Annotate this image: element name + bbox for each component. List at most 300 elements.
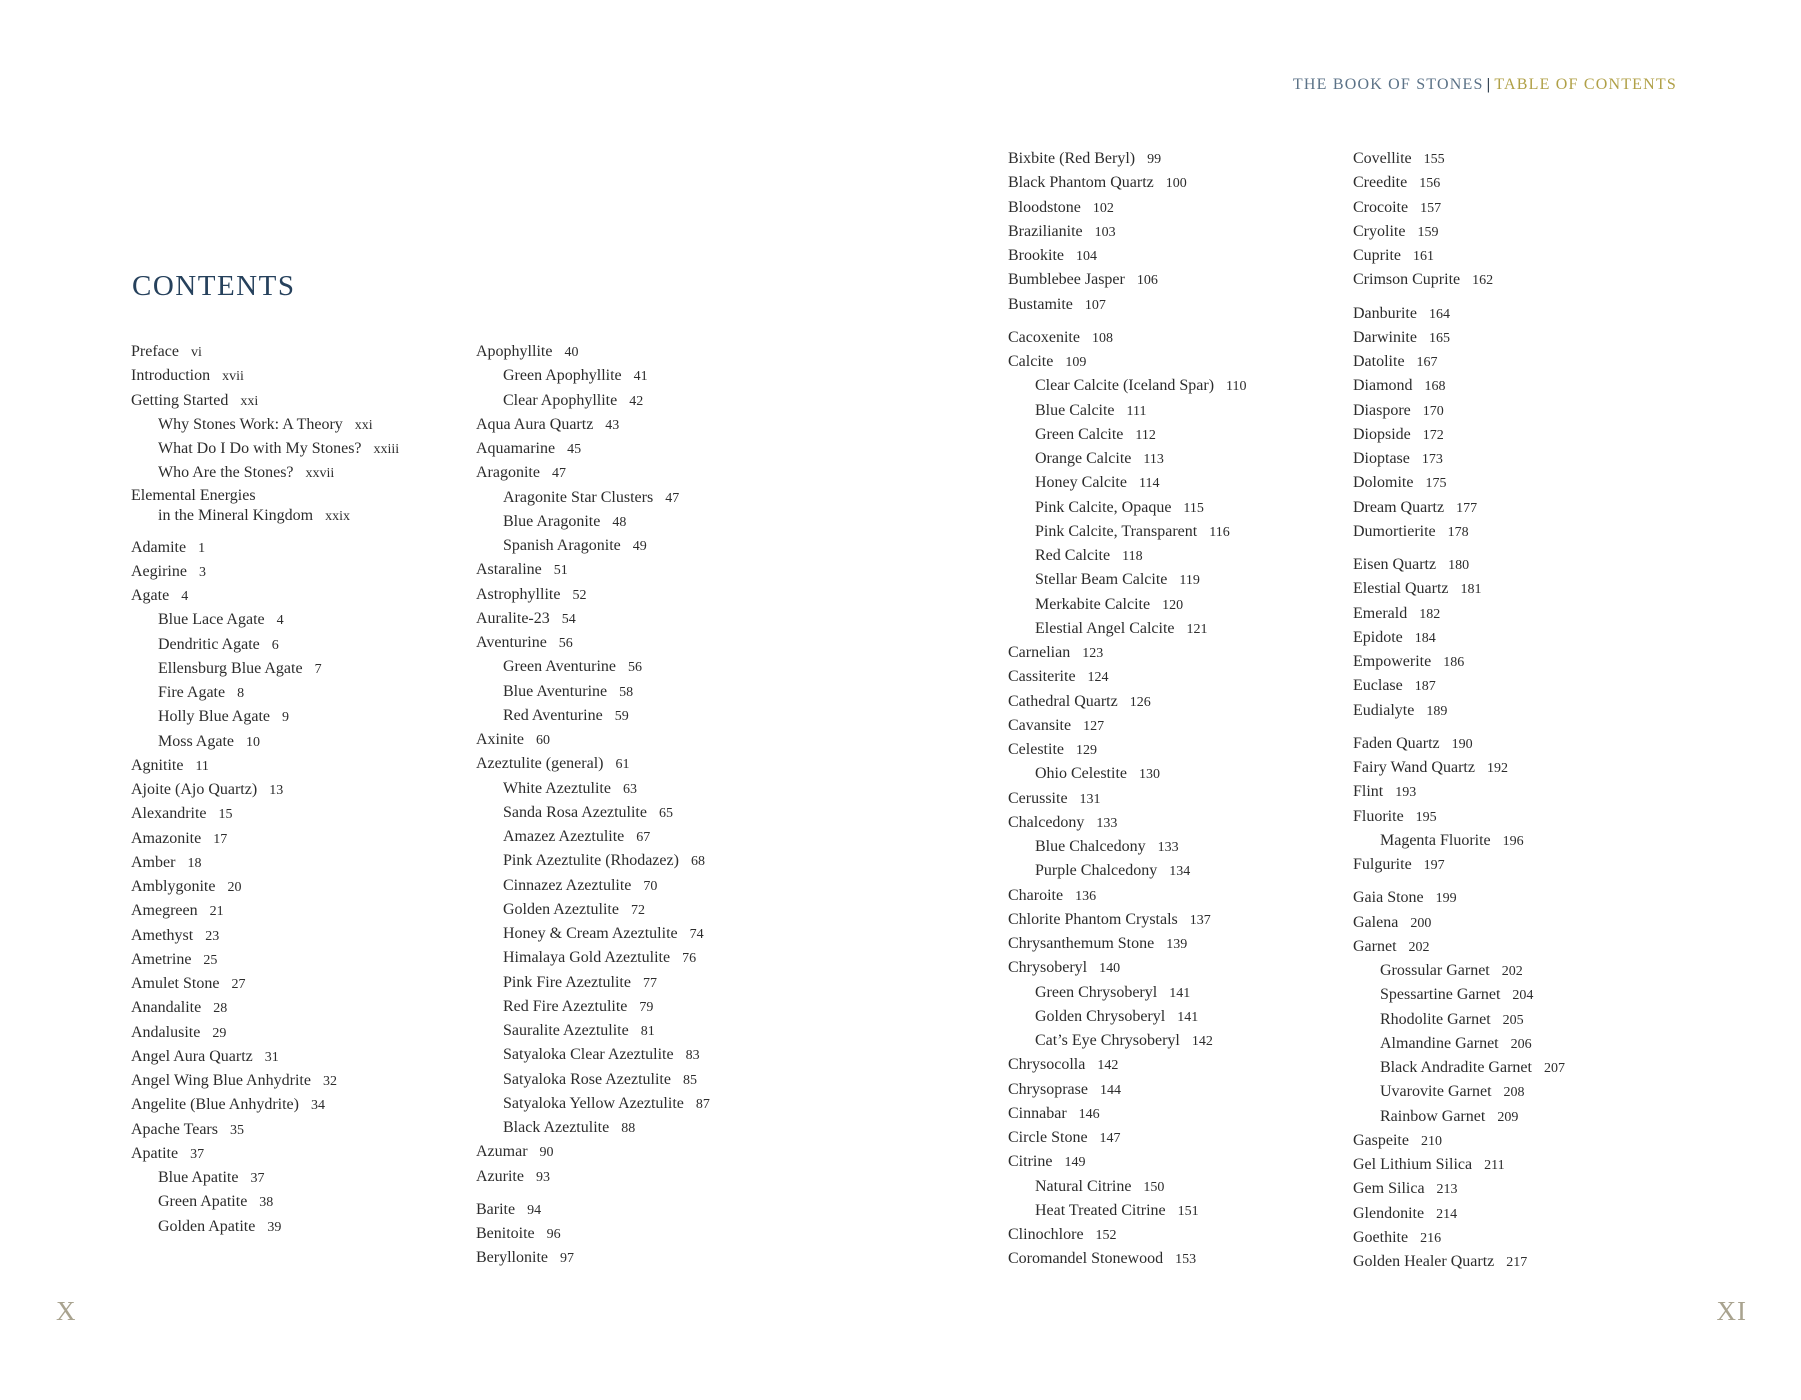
toc-subentry xyxy=(1008,399,1247,423)
toc-entry xyxy=(131,364,399,388)
entry-title: Almandine Garnet xyxy=(1380,1034,1499,1052)
page-number: 77 xyxy=(642,975,657,991)
toc-entry xyxy=(131,1021,399,1045)
page-number: 110 xyxy=(1226,379,1247,395)
toc-entry xyxy=(131,948,399,972)
page-number: 23 xyxy=(205,928,220,944)
entry-title: Bumblebee Jasper xyxy=(1008,271,1125,289)
toc-entry xyxy=(1353,1177,1565,1201)
toc-entry xyxy=(131,778,399,802)
toc-entry xyxy=(1353,471,1565,495)
entry-title: Beryllonite xyxy=(476,1249,548,1267)
entry-title: Astaraline xyxy=(476,561,542,579)
page-number: 4 xyxy=(181,589,189,604)
entry-title-line-2: in the Mineral Kingdom xyxy=(158,506,314,524)
toc-subentry xyxy=(1353,1032,1565,1056)
entry-title: Bloodstone xyxy=(1008,198,1081,216)
toc-entry xyxy=(131,924,399,948)
page-number: 109 xyxy=(1065,355,1087,370)
entry-title: Blue Calcite xyxy=(1035,401,1115,419)
toc-subentry xyxy=(476,364,710,388)
entry-title: Faden Quartz xyxy=(1353,734,1440,752)
toc-entry xyxy=(131,389,399,413)
page-number: 172 xyxy=(1422,427,1444,443)
page-number: 18 xyxy=(187,855,202,871)
page-number: 114 xyxy=(1138,476,1160,492)
page-number: 76 xyxy=(682,951,697,967)
page-number: 37 xyxy=(250,1171,265,1186)
entry-title: Natural Citrine xyxy=(1035,1177,1132,1195)
page-number: 70 xyxy=(643,878,658,894)
toc-entry xyxy=(1008,1126,1247,1150)
toc-entry xyxy=(1008,196,1247,220)
page-number: 209 xyxy=(1497,1109,1519,1125)
page-number: xxix xyxy=(325,508,350,524)
toc-entry xyxy=(1353,447,1565,471)
toc-entry xyxy=(1353,602,1565,626)
page-number: 126 xyxy=(1129,694,1151,710)
page-number: 103 xyxy=(1094,224,1116,240)
page-number: 161 xyxy=(1413,249,1434,264)
entry-title: Astrophyllite xyxy=(476,585,561,603)
entry-title: Dendritic Agate xyxy=(158,635,260,653)
entry-title: Cassiterite xyxy=(1008,668,1076,686)
page-number: 15 xyxy=(218,807,233,823)
entry-title: Barite xyxy=(476,1200,516,1218)
entry-title: Apophyllite xyxy=(476,343,553,360)
entry-title: Satyaloka Rose Azeztulite xyxy=(503,1070,671,1088)
entry-title: Blue Aventurine xyxy=(503,682,608,700)
toc-subentry xyxy=(1353,1080,1565,1104)
entry-title: Fire Agate xyxy=(158,684,226,701)
page-number: 8 xyxy=(237,686,245,701)
entry-title: Axinite xyxy=(476,731,524,748)
page-number: 99 xyxy=(1147,152,1162,167)
toc-entry xyxy=(131,802,399,826)
toc-subentry xyxy=(476,874,710,898)
entry-title: Elestial Quartz xyxy=(1353,580,1449,598)
page-number: 186 xyxy=(1443,655,1465,670)
entry-title: Bixbite (Red Beryl) xyxy=(1008,150,1136,167)
entry-title: Blue Chalcedony xyxy=(1035,838,1146,855)
toc-subentry xyxy=(1008,593,1247,617)
toc-subentry xyxy=(476,898,710,922)
page-number: 9 xyxy=(281,710,289,726)
page-number: 195 xyxy=(1415,809,1437,825)
page-number: 165 xyxy=(1428,330,1450,346)
toc-subentry xyxy=(1008,471,1247,495)
page-number: 102 xyxy=(1092,200,1114,216)
page-number: 202 xyxy=(1501,964,1523,979)
page-number: 199 xyxy=(1435,891,1457,907)
toc-entry xyxy=(1353,886,1565,910)
page-number: 181 xyxy=(1460,582,1482,598)
entry-title: Why Stones Work: A Theory xyxy=(158,415,343,433)
page-number: vi xyxy=(190,345,202,360)
page-number: 208 xyxy=(1503,1085,1525,1101)
page-number: 63 xyxy=(622,781,637,797)
page-number: 140 xyxy=(1099,961,1121,977)
toc-entry xyxy=(476,413,710,437)
toc-subentry xyxy=(1008,374,1247,398)
entry-title: Auralite-23 xyxy=(476,609,550,627)
page-number: 81 xyxy=(640,1024,655,1039)
page-number: 32 xyxy=(322,1074,337,1089)
toc-entry xyxy=(1008,1078,1247,1102)
entry-title: Green Calcite xyxy=(1035,425,1124,443)
toc-entry xyxy=(1008,956,1247,980)
page-number: 197 xyxy=(1423,858,1445,873)
page-number: 13 xyxy=(269,783,284,798)
entry-title: Pink Calcite, Opaque xyxy=(1035,498,1172,516)
toc-entry xyxy=(1353,935,1565,959)
entry-title: Danburite xyxy=(1353,304,1417,322)
entry-title: Diamond xyxy=(1353,377,1413,395)
page-number: 113 xyxy=(1143,452,1164,467)
toc-entry xyxy=(1008,811,1247,835)
toc-entry xyxy=(1353,399,1565,423)
entry-title: Ohio Celestite xyxy=(1035,765,1127,783)
page-number: 43 xyxy=(605,417,620,433)
toc-entry xyxy=(1353,732,1565,756)
entry-title: Pink Azeztulite (Rhodazez) xyxy=(503,852,679,870)
toc-subentry xyxy=(131,608,399,632)
entry-title: Gem Silica xyxy=(1353,1180,1425,1198)
page-number: 202 xyxy=(1408,939,1430,955)
page-number: 141 xyxy=(1177,1009,1199,1025)
toc-subentry xyxy=(476,1116,710,1140)
toc-subentry xyxy=(1008,568,1247,592)
entry-title: Blue Lace Agate xyxy=(158,611,265,629)
page-number: 133 xyxy=(1096,815,1118,831)
page-number: 52 xyxy=(572,587,587,603)
toc-subentry xyxy=(1008,981,1247,1005)
page-number: 200 xyxy=(1410,915,1432,931)
entry-title: Amulet Stone xyxy=(131,975,220,992)
toc-subentry xyxy=(131,681,399,705)
toc-subentry xyxy=(1008,1199,1247,1223)
toc-entry xyxy=(131,560,399,584)
page-number: 3 xyxy=(198,564,206,580)
entry-title: Blue Aragonite xyxy=(503,512,601,530)
toc-subentry xyxy=(131,1190,399,1214)
entry-title: Flint xyxy=(1353,783,1384,801)
toc-subentry xyxy=(1353,959,1565,983)
entry-title: Cryolite xyxy=(1353,222,1406,240)
page-number: 27 xyxy=(231,977,246,992)
entry-title: What Do I Do with My Stones? xyxy=(158,440,362,457)
page-number: 20 xyxy=(227,880,242,895)
entry-title: Gaia Stone xyxy=(1353,889,1424,907)
entry-title: Golden Azeztulite xyxy=(503,900,619,918)
entry-title: Diaspore xyxy=(1353,401,1411,419)
page-number: 124 xyxy=(1087,670,1109,686)
page-number: 51 xyxy=(553,563,568,579)
page-number: 67 xyxy=(636,830,651,845)
toc-entry xyxy=(1008,326,1247,350)
page-number: 180 xyxy=(1448,558,1470,573)
entry-title: Merkabite Calcite xyxy=(1035,595,1151,613)
page-number: 85 xyxy=(682,1072,697,1088)
entry-title: Crocoite xyxy=(1353,198,1409,216)
entry-title: Black Azeztulite xyxy=(503,1119,610,1136)
toc-entry xyxy=(476,340,710,364)
toc-entry xyxy=(1353,650,1565,674)
entry-title: Who Are the Stones? xyxy=(158,464,294,482)
toc-subentry xyxy=(476,510,710,534)
toc-entry xyxy=(1008,1150,1247,1174)
toc-subentry xyxy=(1353,1105,1565,1129)
page-number: xxi xyxy=(240,393,259,409)
entry-title: Chrysanthemum Stone xyxy=(1008,935,1155,952)
page-number: xvii xyxy=(222,369,244,385)
page-number: 90 xyxy=(539,1145,554,1161)
toc-entry xyxy=(1353,1226,1565,1250)
toc-subentry xyxy=(476,995,710,1019)
page-number: 189 xyxy=(1426,703,1448,719)
entry-title: Cavansite xyxy=(1008,716,1072,734)
page-number: 164 xyxy=(1428,306,1450,322)
page-number: 41 xyxy=(633,369,648,385)
page-number: 120 xyxy=(1162,597,1184,613)
entry-title: Honey Calcite xyxy=(1035,474,1127,492)
entry-title: Anandalite xyxy=(131,999,202,1017)
entry-title: Citrine xyxy=(1008,1153,1053,1171)
toc-entry xyxy=(1353,374,1565,398)
page-number: 151 xyxy=(1177,1203,1199,1219)
toc-entry xyxy=(476,728,710,752)
entry-title: Adamite xyxy=(131,538,187,556)
entry-title: Galena xyxy=(1353,913,1399,931)
toc-entry xyxy=(1008,908,1247,932)
toc-subentry xyxy=(476,922,710,946)
toc-subentry xyxy=(131,1166,399,1190)
toc-entry xyxy=(1008,932,1247,956)
page-number: 142 xyxy=(1097,1058,1119,1074)
page-number: 156 xyxy=(1419,176,1441,192)
page-number: 115 xyxy=(1183,500,1204,516)
entry-title: Clear Apophyllite xyxy=(503,391,618,409)
toc-subentry xyxy=(476,486,710,510)
page-number: 139 xyxy=(1166,937,1188,952)
page-number: 28 xyxy=(213,1001,228,1017)
toc-entry xyxy=(1353,220,1565,244)
entry-title: Green Apatite xyxy=(158,1193,248,1211)
page-number: 54 xyxy=(561,611,576,627)
entry-title: Sanda Rosa Azeztulite xyxy=(503,803,647,821)
entry-title: Rhodolite Garnet xyxy=(1380,1010,1491,1028)
page-number: 211 xyxy=(1484,1158,1505,1173)
page-number: 210 xyxy=(1420,1133,1442,1149)
page-number: 48 xyxy=(612,514,627,530)
toc-entry xyxy=(1353,853,1565,877)
header-separator: | xyxy=(1486,76,1492,93)
entry-title: Green Apophyllite xyxy=(503,367,622,385)
entry-title: Satyaloka Clear Azeztulite xyxy=(503,1046,674,1064)
page-title: CONTENTS xyxy=(132,270,296,302)
toc-subentry xyxy=(1008,762,1247,786)
entry-title: Euclase xyxy=(1353,677,1403,695)
page-number: 141 xyxy=(1169,985,1191,1001)
entry-title: Alexandrite xyxy=(131,805,207,823)
page-number: 104 xyxy=(1076,249,1097,264)
page-number: 177 xyxy=(1456,500,1478,516)
page-number: 168 xyxy=(1424,379,1446,395)
toc-entry xyxy=(1353,911,1565,935)
toc-entry xyxy=(1353,626,1565,650)
toc-entry xyxy=(476,1140,710,1164)
page-number: 152 xyxy=(1095,1228,1117,1243)
toc-subentry xyxy=(1008,544,1247,568)
toc-entry xyxy=(1353,196,1565,220)
page-number: 7 xyxy=(314,661,322,677)
toc-subentry xyxy=(476,849,710,873)
page-number: 131 xyxy=(1079,791,1101,807)
entry-title: Grossular Garnet xyxy=(1380,962,1490,979)
entry-title: Getting Started xyxy=(131,391,229,409)
toc-entry xyxy=(1353,496,1565,520)
page-number: 173 xyxy=(1421,452,1443,467)
page-number: 6 xyxy=(271,637,279,653)
entry-title: Garnet xyxy=(1353,937,1397,955)
toc-entry xyxy=(131,1093,399,1117)
page-number: 83 xyxy=(685,1048,700,1064)
entry-title: Cathedral Quartz xyxy=(1008,692,1118,710)
page-number: 142 xyxy=(1191,1034,1213,1049)
page-number: 121 xyxy=(1186,621,1208,637)
page-number: 182 xyxy=(1419,606,1441,622)
page-number: 10 xyxy=(246,734,260,750)
entry-title: Himalaya Gold Azeztulite xyxy=(503,949,671,967)
toc-entry xyxy=(1008,1247,1247,1271)
entry-title: Gel Lithium Silica xyxy=(1353,1156,1473,1173)
toc-entry xyxy=(1353,268,1565,292)
entry-title: Apache Tears xyxy=(131,1120,218,1138)
page-number: 123 xyxy=(1082,646,1104,661)
toc-column-1 xyxy=(131,340,399,1239)
toc-entry xyxy=(476,583,710,607)
entry-title: Fairy Wand Quartz xyxy=(1353,759,1475,776)
toc-entry xyxy=(131,1118,399,1142)
toc-entry xyxy=(476,1165,710,1189)
page-number: 61 xyxy=(615,757,630,773)
page-number: 29 xyxy=(212,1025,227,1041)
entry-title: Amegreen xyxy=(131,902,198,920)
toc-subentry xyxy=(1008,859,1247,883)
toc-entry xyxy=(131,1142,399,1166)
toc-entry xyxy=(1008,1102,1247,1126)
page-number: 190 xyxy=(1451,736,1473,752)
toc-subentry xyxy=(476,1019,710,1043)
toc-subentry xyxy=(131,730,399,754)
entry-title: Brazilianite xyxy=(1008,222,1083,240)
toc-entry xyxy=(1353,805,1565,829)
toc-entry xyxy=(131,754,399,778)
page-number: 119 xyxy=(1179,573,1200,589)
toc-entry xyxy=(131,1045,399,1069)
toc-entry xyxy=(1008,1053,1247,1077)
entry-title: Blue Apatite xyxy=(158,1169,239,1186)
entry-title: Elemental Energies xyxy=(131,486,256,504)
page-number: 149 xyxy=(1064,1155,1086,1171)
toc-subentry xyxy=(1008,1005,1247,1029)
entry-title: Pink Calcite, Transparent xyxy=(1035,522,1198,540)
toc-subentry xyxy=(1008,1029,1247,1053)
page-number: 137 xyxy=(1189,912,1211,928)
entry-title: Crimson Cuprite xyxy=(1353,271,1461,289)
entry-title: Azumar xyxy=(476,1143,528,1161)
entry-title: Green Aventurine xyxy=(503,658,616,676)
page-number: xxvii xyxy=(305,466,335,482)
entry-title: Cerussite xyxy=(1008,789,1068,807)
page-number: 216 xyxy=(1420,1230,1442,1246)
toc-entry xyxy=(1008,350,1247,374)
entry-title: Glendonite xyxy=(1353,1204,1425,1222)
page-number: 192 xyxy=(1486,761,1508,776)
entry-title: Agate xyxy=(131,587,170,604)
toc-entry xyxy=(1008,147,1247,171)
toc-subentry xyxy=(1353,1008,1565,1032)
page-number: 87 xyxy=(695,1096,710,1112)
toc-entry xyxy=(1008,244,1247,268)
entry-title: Datolite xyxy=(1353,353,1405,370)
page-number: 206 xyxy=(1510,1036,1532,1052)
page-number: 58 xyxy=(619,684,634,700)
toc-entry xyxy=(476,437,710,461)
entry-title: Amber xyxy=(131,853,176,871)
page-number: 130 xyxy=(1138,767,1160,783)
entry-title: Angel Aura Quartz xyxy=(131,1047,253,1065)
toc-entry xyxy=(1008,268,1247,292)
entry-title: Brookite xyxy=(1008,247,1064,264)
toc-entry xyxy=(1353,147,1565,171)
entry-title: Red Calcite xyxy=(1035,547,1111,564)
page-number: 214 xyxy=(1436,1206,1458,1222)
toc-entry xyxy=(131,486,399,527)
entry-title: Creedite xyxy=(1353,174,1408,192)
toc-entry xyxy=(476,461,710,485)
entry-title: Red Aventurine xyxy=(503,706,603,724)
entry-title: Golden Apatite xyxy=(158,1217,256,1235)
toc-entry xyxy=(131,584,399,608)
entry-title: Ajoite (Ajo Quartz) xyxy=(131,781,258,798)
toc-subentry xyxy=(1353,1056,1565,1080)
page-number: 155 xyxy=(1423,152,1445,167)
page-number: 133 xyxy=(1157,840,1179,855)
entry-title: Aragonite Star Clusters xyxy=(503,488,654,506)
toc-subentry xyxy=(1008,617,1247,641)
entry-title: Fluorite xyxy=(1353,807,1404,825)
page-number: 47 xyxy=(665,490,680,506)
entry-title: Charoite xyxy=(1008,886,1064,904)
page-number: xxi xyxy=(354,417,373,433)
toc-subentry xyxy=(476,1068,710,1092)
entry-title: Gaspeite xyxy=(1353,1131,1409,1149)
entry-title: Covellite xyxy=(1353,150,1412,167)
page-number: 147 xyxy=(1099,1131,1121,1146)
page-number: 106 xyxy=(1136,273,1158,289)
toc-subentry xyxy=(476,825,710,849)
entry-title: Benitoite xyxy=(476,1225,535,1242)
page-number: 72 xyxy=(630,902,645,918)
entry-title: Dioptase xyxy=(1353,450,1410,467)
toc-subentry xyxy=(476,680,710,704)
page-number: 56 xyxy=(628,660,642,676)
folio-left: X xyxy=(56,1296,77,1326)
page-number: 175 xyxy=(1425,476,1447,492)
entry-title: Holly Blue Agate xyxy=(158,708,270,726)
entry-title: Cinnazez Azeztulite xyxy=(503,876,632,894)
